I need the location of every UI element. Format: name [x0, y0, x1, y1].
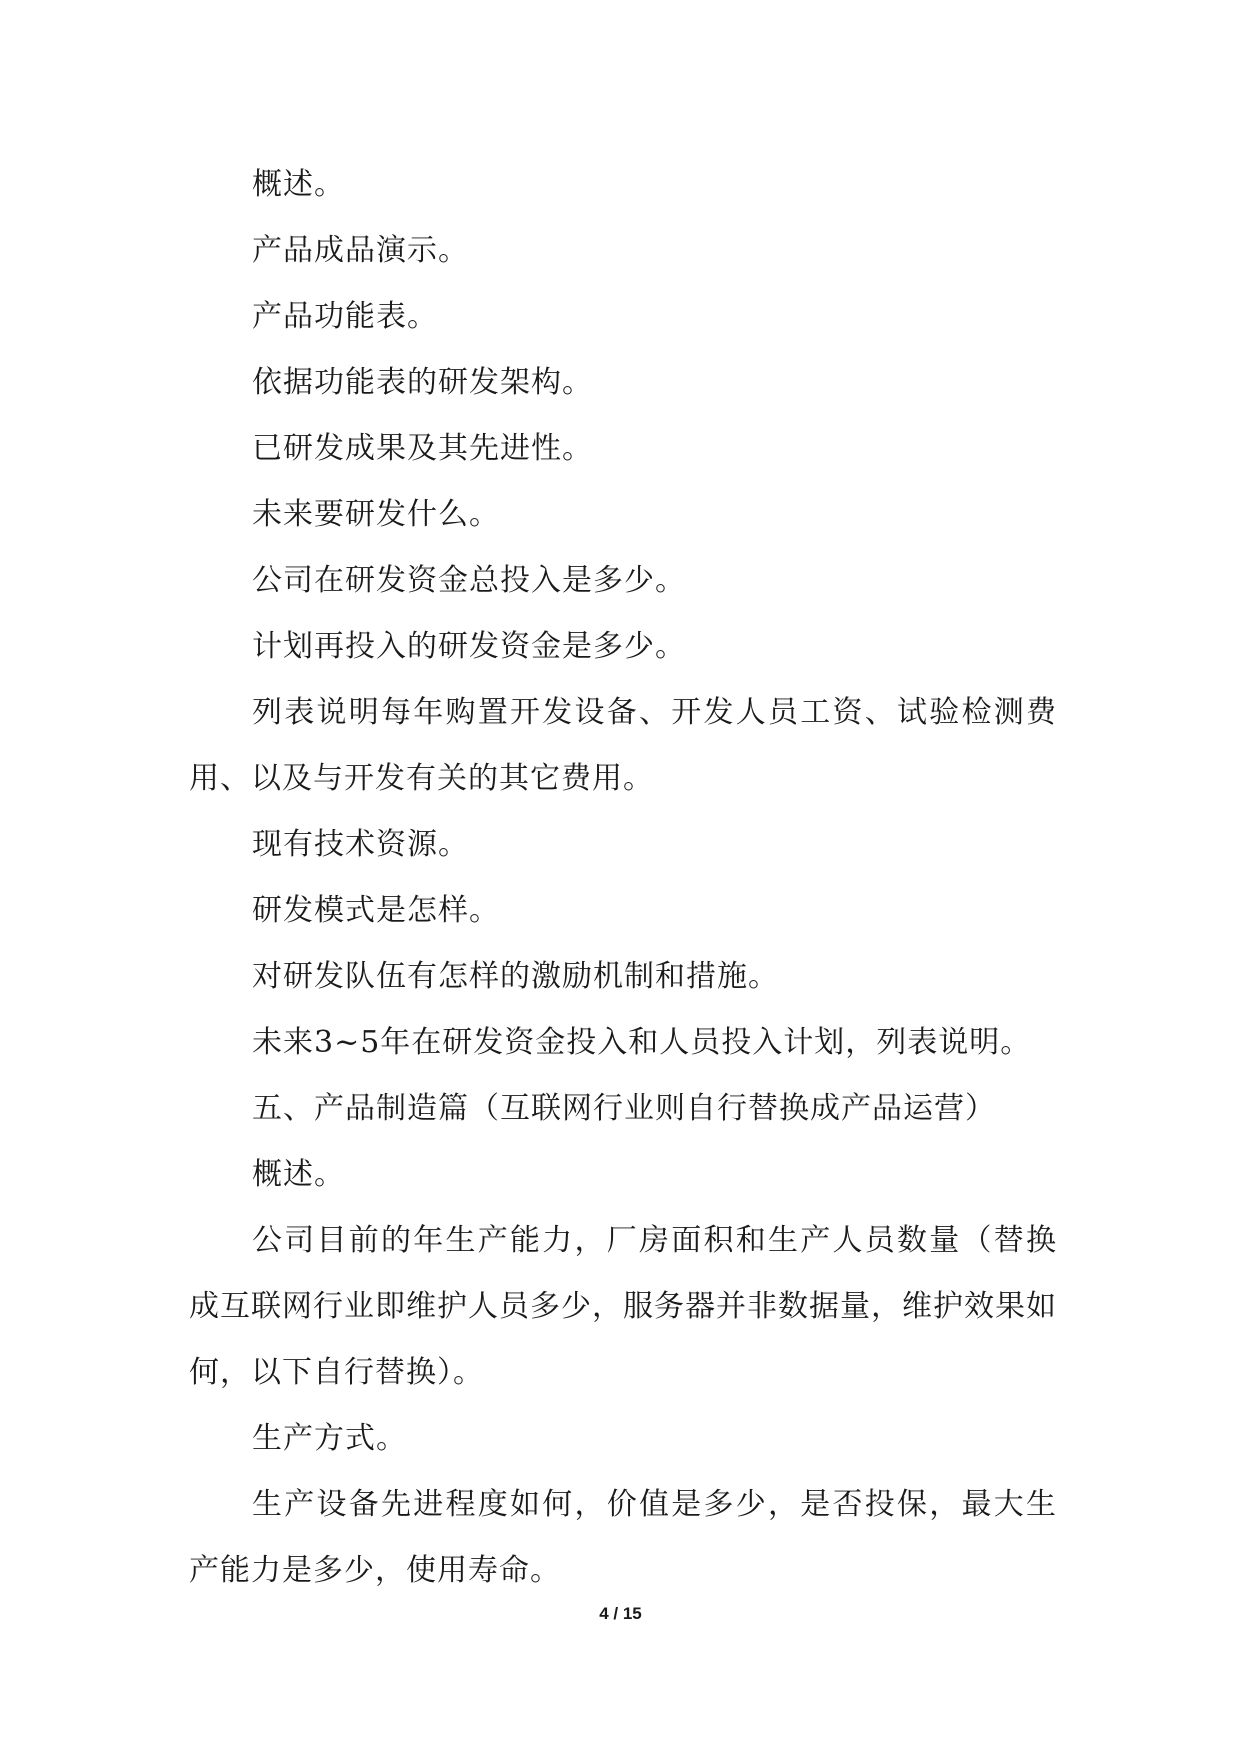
- paragraph-future-rd: 未来要研发什么。: [252, 497, 500, 532]
- paragraph-production-capacity: 公司目前的年生产能力，厂房面积和生产人员数量（替换成互联网行业即维护人员多少，服务器并非数据量，维护效果如何，以下自行替换）。: [189, 1223, 1057, 1390]
- document-body: [189, 152, 1057, 1604]
- paragraph-overview-2: 概述。: [252, 1157, 345, 1192]
- paragraph-tech-resources: 现有技术资源。: [252, 827, 469, 862]
- paragraph-rd-planned-investment: 计划再投入的研发资金是多少。: [252, 629, 686, 664]
- paragraph-rd-architecture: 依据功能表的研发架构。: [252, 365, 593, 400]
- paragraph-product-demo: 产品成品演示。: [252, 233, 469, 268]
- section-heading-manufacturing: 五、产品制造篇（互联网行业则自行替换成产品运营）: [252, 1091, 996, 1126]
- paragraph-equipment: 生产设备先进程度如何，价值是多少，是否投保，最大生产能力是多少，使用寿命。: [189, 1487, 1057, 1588]
- page-number: 4 / 15: [599, 1604, 642, 1623]
- paragraph-feature-table: 产品功能表。: [252, 299, 438, 334]
- paragraph-annual-cost-list: 列表说明每年购置开发设备、开发人员工资、试验检测费用、以及与开发有关的其它费用。: [189, 695, 1057, 796]
- paragraph-rd-incentives: 对研发队伍有怎样的激励机制和措施。: [252, 959, 779, 994]
- paragraph-rd-model: 研发模式是怎样。: [252, 893, 500, 928]
- paragraph-production-method: 生产方式。: [252, 1421, 407, 1456]
- paragraph-rd-results: 已研发成果及其先进性。: [252, 431, 593, 466]
- paragraph-rd-total-investment: 公司在研发资金总投入是多少。: [252, 563, 686, 598]
- paragraph-future-plan: 未来3~5年在研发资金投入和人员投入计划，列表说明。: [252, 1025, 1032, 1060]
- paragraph-overview: 概述。: [252, 167, 345, 202]
